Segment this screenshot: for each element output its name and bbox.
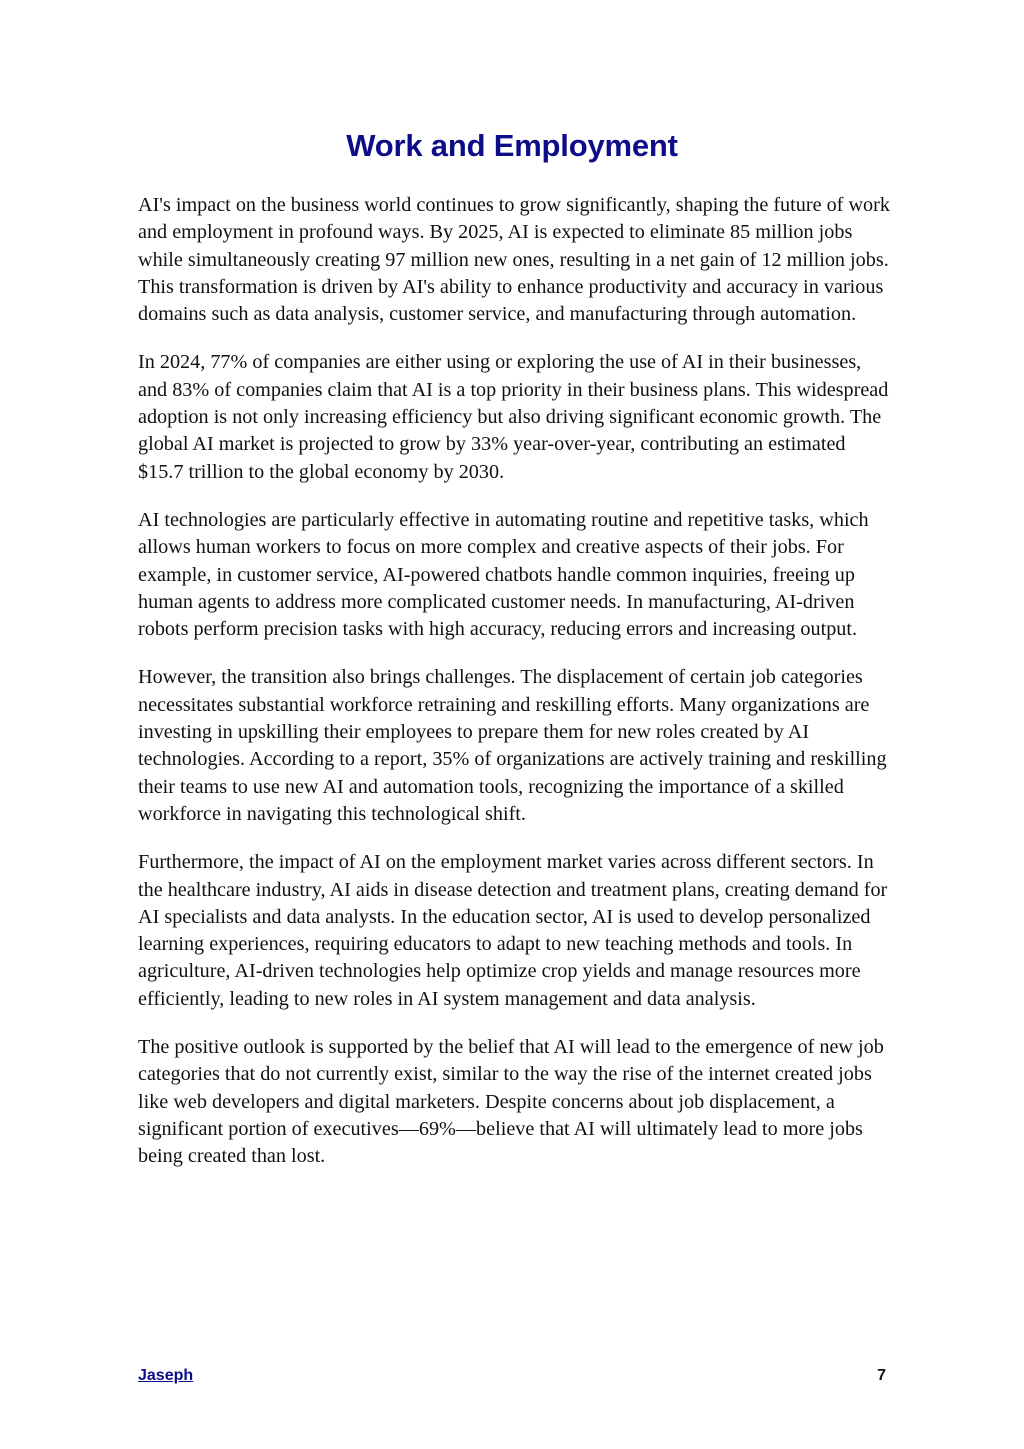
page-number: 7 bbox=[877, 1367, 886, 1384]
footer-author-link[interactable]: Jaseph bbox=[138, 1367, 194, 1384]
paragraph: The positive outlook is supported by the belief that AI will lead to the emergence of new job categories that do not currently exist, similar to the way the rise of the internet created jobs like web developers and digital marketers. Despite concerns about job displacement, a significant portion of executives—69%—believe that AI will ultimately lead to more jobs being created than lost. bbox=[138, 1036, 884, 1168]
page-title: Work and Employment bbox=[346, 128, 678, 163]
paragraph: Furthermore, the impact of AI on the employment market varies across different sectors. In the healthcare industry, AI aids in disease detection and treatment plans, creating demand for AI specialists and data analysts. In the education sector, AI is used to develop personalized learning experiences, requiring educators to adapt to new teaching methods and tools. In agriculture, AI-driven technologies help optimize crop yields and manage resources more efficiently, leading to new roles in AI system management and data analysis. bbox=[138, 851, 888, 1010]
paragraph: However, the transition also brings challenges. The displacement of certain job categories necessitates substantial workforce retraining and reskilling efforts. Many organizations are investing in upskilling their employees to prepare them for new roles created by AI technologies. According to a report, 35% of organizations are actively training and reskilling their teams to use new AI and automation tools, recognizing the importance of a skilled workforce in navigating this technological shift. bbox=[138, 666, 887, 825]
paragraph: AI technologies are particularly effective in automating routine and repetitive tasks, which allows human workers to focus on more complex and creative aspects of their jobs. For example, in customer service, AI-powered chatbots handle common inquiries, freeing up human agents to address more complicated customer needs. In manufacturing, AI-driven robots perform precision tasks with high accuracy, reducing errors and increasing output. bbox=[138, 508, 869, 641]
paragraph: In 2024, 77% of companies are either using or exploring the use of AI in their businesses, and 83% of companies claim that AI is a top priority in their business plans. This widespread adoption is not only increasing efficiency but also driving significant economic growth. The global AI market is projected to grow by 33% year-over-year, contributing an estimated $15.7 trillion to the global economy by 2030. bbox=[138, 351, 889, 483]
body-text bbox=[138, 192, 890, 1192]
paragraph: AI's impact on the business world continues to grow significantly, shaping the future of work and employment in profound ways. By 2025, AI is expected to eliminate 85 million jobs while simultaneously creating 97 million new ones, resulting in a net gain of 12 million jobs. This transformation is driven by AI's ability to enhance productivity and accuracy in various domains such as data analysis, customer service, and manufacturing through automation. bbox=[138, 194, 890, 326]
